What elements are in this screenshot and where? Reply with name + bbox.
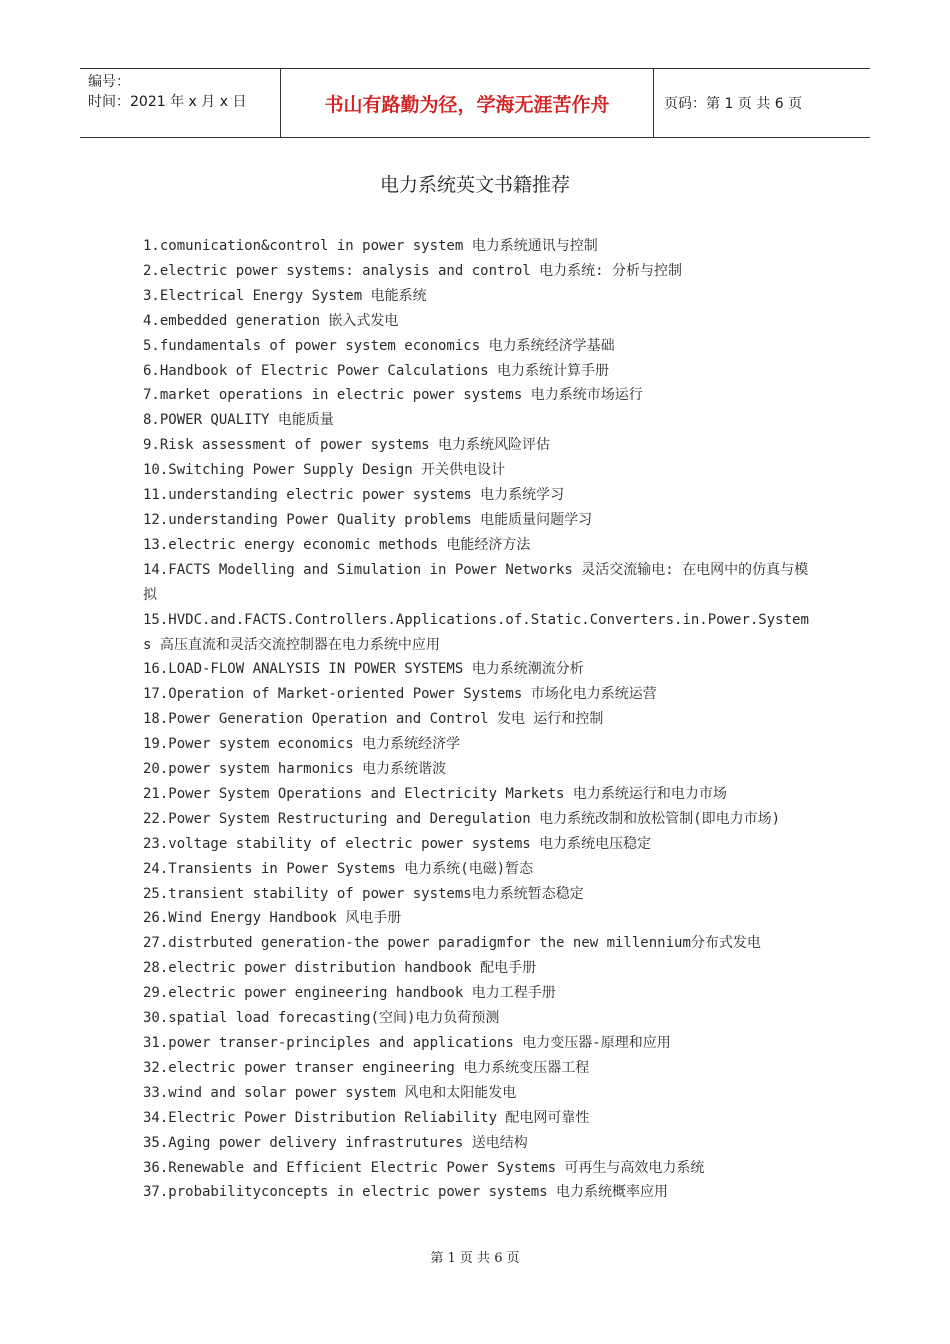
list-item: 26.Wind Energy Handbook 风电手册 xyxy=(143,910,402,927)
list-item: 21.Power System Operations and Electricity Markets 电力系统运行和电力市场 xyxy=(143,785,727,802)
list-item: 13.electric energy economic methods 电能经济方法 xyxy=(143,536,531,553)
header-page-info: 页码：第 1 页 共 6 页 xyxy=(664,96,803,112)
list-item: 34.Electric Power Distribution Reliability 配电网可靠性 xyxy=(143,1109,590,1126)
list-item: 33.wind and solar power system 风电和太阳能发电 xyxy=(143,1084,517,1101)
list-item: 30.spatial load forecasting(空间)电力负荷预测 xyxy=(143,1010,500,1027)
list-item: 17.Operation of Market-oriented Power Systems 市场化电力系统运营 xyxy=(143,686,657,703)
page-footer: 第 1 页 共 6 页 xyxy=(430,1251,520,1266)
list-item: 20.power system harmonics 电力系统谐波 xyxy=(143,761,447,778)
page-title: 电力系统英文书籍推荐 xyxy=(379,174,570,196)
header-meta xyxy=(80,69,281,137)
list-item: 7.market operations in electric power systems 电力系统市场运行 xyxy=(143,387,643,404)
list-item: 1.comunication&control in power system 电力系统通讯与控制 xyxy=(143,238,598,254)
list-item: 22.Power System Restructuring and Deregulation 电力系统改制和放松管制(即电力市场) xyxy=(143,810,781,827)
number-label: 编号： xyxy=(88,74,130,90)
document-header xyxy=(80,68,870,138)
list-item: 32.electric power transer engineering 电力系统变压器工程 xyxy=(143,1059,590,1076)
header-motto: 书山有路勤为径，学海无涯苦作舟 xyxy=(281,69,654,137)
list-item: 5.fundamentals of power system economics 电力系统经济学基础 xyxy=(143,337,615,354)
list-item: 4.embedded generation 嵌入式发电 xyxy=(143,312,399,329)
list-item: 3.Electrical Energy System 电能系统 xyxy=(143,287,427,304)
list-item: 35.Aging power delivery infrastrutures 送电结构 xyxy=(143,1134,528,1151)
list-item: 19.Power system economics 电力系统经济学 xyxy=(143,736,461,753)
list-item: 23.voltage stability of electric power systems 电力系统电压稳定 xyxy=(143,835,652,852)
list-item: 10.Switching Power Supply Design 开关供电设计 xyxy=(143,462,506,479)
list-item: 24.Transients in Power Systems 电力系统(电磁)暂态 xyxy=(143,860,534,877)
list-item: 25.transient stability of power systems电力系统暂态稳定 xyxy=(143,885,584,902)
list-item: 29.electric power engineering handbook 电力工程手册 xyxy=(143,985,556,1002)
list-item: 37.probabilityconcepts in electric power systems 电力系统概率应用 xyxy=(143,1184,669,1201)
list-item: 9.Risk assessment of power systems 电力系统风险评估 xyxy=(143,437,551,454)
list-item: 36.Renewable and Efficient Electric Power Systems 可再生与高效电力系统 xyxy=(143,1159,705,1176)
list-item: 2.electric power systems: analysis and control 电力系统: 分析与控制 xyxy=(143,262,683,279)
list-item: 18.Power Generation Operation and Control 发电 运行和控制 xyxy=(143,711,604,728)
time-label: 时间：2021 年 x 月 x 日 xyxy=(88,94,247,110)
list-item: 16.LOAD-FLOW ANALYSIS IN POWER SYSTEMS 电力系统潮流分析 xyxy=(143,661,584,678)
book-list xyxy=(143,234,809,1205)
list-item: 15.HVDC.and.FACTS.Controllers.Applications.of.Static.Converters.in.Power.Systems 高压直流和灵活交流控制器在电力系统中应用 xyxy=(143,611,809,653)
list-item: 27.distrbuted generation-the power paradigmfor the new millennium分布式发电 xyxy=(143,935,761,952)
list-item: 11.understanding electric power systems 电力系统学习 xyxy=(143,487,565,504)
list-item: 31.power transer-principles and applications 电力变压器-原理和应用 xyxy=(143,1035,671,1051)
list-item: 8.POWER QUALITY 电能质量 xyxy=(143,412,334,429)
list-item: 14.FACTS Modelling and Simulation in Power Networks 灵活交流输电: 在电网中的仿真与模拟 xyxy=(143,561,809,603)
list-item: 12.understanding Power Quality problems 电能质量问题学习 xyxy=(143,511,593,528)
list-item: 28.electric power distribution handbook 配电手册 xyxy=(143,960,537,977)
list-item: 6.Handbook of Electric Power Calculations 电力系统计算手册 xyxy=(143,362,610,379)
